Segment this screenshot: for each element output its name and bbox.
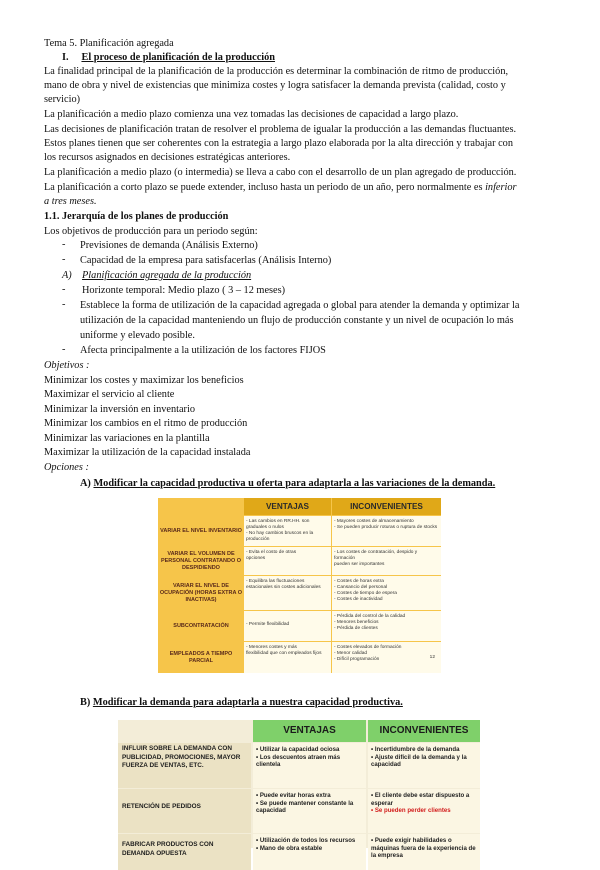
option-a-heading — [80, 477, 495, 491]
table-a-text: pueden ser importantes — [334, 562, 385, 567]
table-a-inconvenientes-cell — [332, 547, 441, 575]
table-b-inconvenientes-cell — [368, 789, 480, 833]
page-header: Tema 5. Planificación agregada — [44, 38, 174, 49]
subsection-a — [62, 269, 251, 283]
table-a-text: - Equilibra las fluctuaciones — [246, 579, 305, 584]
objectives-label: Objetivos : — [44, 360, 90, 371]
section-1-title: El proceso de planificación de la producción — [81, 52, 276, 63]
paragraph-2: La planificación a medio plazo comienza una vez tomadas las decisiones de capacidad a largo plazo. — [44, 109, 459, 120]
option-b-heading — [80, 696, 403, 710]
table-a-text: - Pérdida de clientes — [334, 626, 378, 631]
options-label: Opciones : — [44, 462, 89, 473]
table-a-inconvenientes-cell — [332, 642, 441, 673]
table-a-text: estacionales sin costes adicionales — [246, 585, 321, 590]
table-b-row-label: INFLUIR SOBRE LA DEMANDA CON PUBLICIDAD, PROMOCIONES, MAYOR FUERZA DE VENTAS, ETC. — [118, 743, 251, 788]
bullet-dash: - — [62, 284, 66, 295]
table-a-ventajas-cell — [244, 611, 331, 641]
bullet-5: Afecta principalmente a la utilización de los factores FIJOS — [80, 345, 326, 356]
paragraph-1-line-1: La finalidad principal de la planificación de la producción es determinar la combinación de ritmo de producción, — [44, 66, 509, 77]
bullet-dash: - — [62, 299, 66, 310]
table-a-text: - Las cambios en RR.HH. son graduales o nulos — [246, 519, 310, 530]
paragraph-6-emphasis: inferior — [485, 182, 517, 193]
table-a-text: - Evita el costo de otras — [246, 550, 297, 555]
table-b-text: • Utilizar la capacidad ociosa — [256, 746, 340, 753]
paragraph-1-line-2: mano de obra y nivel de existencias que minimiza costes y logra satisfacer la demanda prevista (calidad, costo y — [44, 80, 506, 91]
table-a-inconvenientes-cell — [332, 516, 441, 546]
paragraph-6-line-1 — [44, 181, 517, 195]
paragraph-3: Las decisiones de planificación tratan de resolver el problema de igualar la producción a las demandas fluctuantes. — [44, 124, 517, 135]
table-a-ventajas-cell — [244, 576, 331, 610]
subsection-a-label: A) — [62, 270, 72, 281]
table-b-row-label: RETENCIÓN DE PEDIDOS — [118, 789, 251, 833]
table-a-text: flexibilidad que con empleados fijos — [246, 651, 322, 656]
paragraph-5: La planificación a medio plazo (o intermedia) se lleva a cabo con el desarrollo de un plan agregado de producción. — [44, 167, 517, 178]
table-a-header-ventajas: VENTAJAS — [244, 498, 331, 515]
objectives-intro: Los objetivos de producción para un periodo según: — [44, 226, 258, 237]
table-a-text: opciones — [246, 556, 266, 561]
objective-item: Minimizar los costes y maximizar los beneficios — [44, 375, 244, 386]
table-a-text: - Cansancio del personal — [334, 585, 388, 590]
section-1-1-heading: 1.1. Jerarquía de los planes de producción — [44, 211, 229, 222]
table-a-text: - Menores beneficios — [334, 620, 379, 625]
table-b-text: • Puede exigir habilidades o máquinas fuera de la experiencia de la empresa — [371, 837, 476, 860]
table-a-row-label: SUBCONTRATACIÓN — [173, 622, 229, 629]
paragraph-6-text: La planificación a corto plazo se puede extender, incluso hasta un periodo de un año, pero normalmente es — [44, 182, 483, 193]
bullet-dash: - — [62, 344, 66, 355]
bullet-4-line-1: Establece la forma de utilización de la capacidad agregada o global para atender la demanda y optimizar la — [80, 300, 520, 311]
table-a-text: - Mayores costes de almacenamiento — [334, 519, 414, 524]
table-b-text: • Ajuste difícil de la demanda y la capacidad — [371, 753, 467, 769]
paragraph-4-line-2: los recursos asignados en decisiones estratégicas anteriores. — [44, 152, 291, 163]
table-b-ventajas-cell — [253, 789, 366, 833]
table-b-header-inconvenientes: INCONVENIENTES — [368, 720, 480, 742]
table-b-text: • Puede evitar horas extra — [256, 792, 331, 799]
objective-item: Maximizar la utilización de la capacidad instalada — [44, 447, 251, 458]
table-a-ventajas-cell — [244, 516, 331, 546]
option-a-title: Modificar la capacidad productiva u oferta para adaptarla a las variaciones de la demanda. — [93, 478, 496, 489]
objective-item: Minimizar las variaciones en la plantilla — [44, 433, 210, 444]
table-a-text: - Los costes de contratación, despido y formación — [334, 550, 418, 561]
table-a-page-mark: 12 — [429, 655, 435, 660]
table-a-row-label: VARIAR EL NIVEL INVENTARIO — [160, 527, 242, 534]
table-b-text: • El cliente debe estar dispuesto a esperar — [371, 792, 470, 807]
table-a-inconvenientes-cell — [332, 611, 441, 641]
table-b-text: • Incertidumbre de la demanda — [371, 746, 460, 753]
table-b-ventajas-cell — [253, 834, 366, 870]
table-a-text: - Costes elevados de formación — [334, 645, 402, 650]
subsection-a-title: Planificación agregada de la producción — [82, 270, 252, 281]
table-a-text: - Difícil programación — [334, 657, 380, 662]
demand-options-table — [118, 720, 480, 860]
capacity-options-table — [158, 498, 441, 673]
table-a-text: - Costes de horas extra — [334, 579, 384, 584]
table-a-inconvenientes-cell — [332, 576, 441, 610]
table-a-text: - No hay cambios bruscos en la producción — [246, 531, 314, 542]
table-a-text: - Pérdida del control de la calidad — [334, 614, 406, 619]
bullet-dash: - — [62, 239, 66, 250]
table-a-text: - Menor calidad — [334, 651, 368, 656]
objective-item: Minimizar los cambios en el ritmo de producción — [44, 418, 248, 429]
bullet-dash: - — [62, 254, 66, 265]
objective-item: Maximizar el servicio al cliente — [44, 389, 175, 400]
section-1-heading — [62, 51, 275, 65]
table-b-text: • Los descuentos atraen más clientela — [256, 753, 341, 769]
bullet-4-line-3: uniforme y elevado posible. — [80, 330, 195, 341]
section-1-number: I. — [62, 52, 69, 63]
table-a-row-label: VARIAR EL NIVEL DE OCUPACIÓN (HORAS EXTRA O INACTIVAS) — [159, 582, 243, 603]
table-a-text: - Se pueden producir roturas o ruptura de stocks — [334, 525, 438, 530]
paragraph-1-line-3: servicio) — [44, 94, 81, 105]
table-b-header-ventajas: VENTAJAS — [253, 720, 366, 742]
paragraph-4-line-1: Estos planes tienen que ser coherentes con la estrategia a largo plazo elaborada por la alta dirección y trabajar con — [44, 138, 513, 149]
table-a-text: - Permite flexibilidad — [246, 622, 290, 627]
table-b-text: • Se pueden perder clientes — [371, 807, 451, 815]
table-a-row-label: EMPLEADOS A TIEMPO PARCIAL — [169, 650, 233, 664]
table-a-text: - Costes de tiempo de espera — [334, 591, 397, 596]
option-a-label: A) — [80, 478, 91, 489]
bullet-1: Previsiones de demanda (Análisis Externo) — [80, 240, 258, 251]
option-b-title: Modificar la demanda para adaptarla a nuestra capacidad productiva. — [92, 697, 403, 708]
table-b-text: • Utilización de todos los recursos — [256, 837, 356, 844]
table-a-text: - Menores costes y más — [246, 645, 297, 650]
table-b-row-label: FABRICAR PRODUCTOS CON DEMANDA OPUESTA — [118, 834, 251, 870]
table-a-text: - Costes de inactividad — [334, 597, 383, 602]
option-b-label: B) — [80, 697, 91, 708]
table-b-text: • Mano de obra estable — [256, 844, 323, 852]
bullet-2: Capacidad de la empresa para satisfacerlas (Análisis Interno) — [80, 255, 332, 266]
table-b-inconvenientes-cell — [368, 743, 480, 788]
paragraph-6-line-2: a tres meses. — [44, 196, 97, 207]
bullet-3: Horizonte temporal: Medio plazo ( 3 – 12 meses) — [82, 285, 286, 296]
table-b-text: • Se puede mantener constante la capacidad — [256, 799, 354, 815]
table-b-inconvenientes-cell — [368, 834, 480, 870]
bullet-4-line-2: utilización de la capacidad manteniendo un flujo de producción constante y un nivel de ocupación lo más — [80, 315, 514, 326]
table-a-header-inconvenientes: INCONVENIENTES — [332, 498, 441, 515]
table-a-ventajas-cell — [244, 547, 331, 575]
table-a-row-label: VARIAR EL VOLUMEN DE PERSONAL CONTRATANDO O DESPIDIENDO — [160, 550, 242, 571]
objective-item: Minimizar la inversión en inventario — [44, 404, 195, 415]
table-b-ventajas-cell — [253, 743, 366, 788]
table-a-ventajas-cell — [244, 642, 331, 673]
